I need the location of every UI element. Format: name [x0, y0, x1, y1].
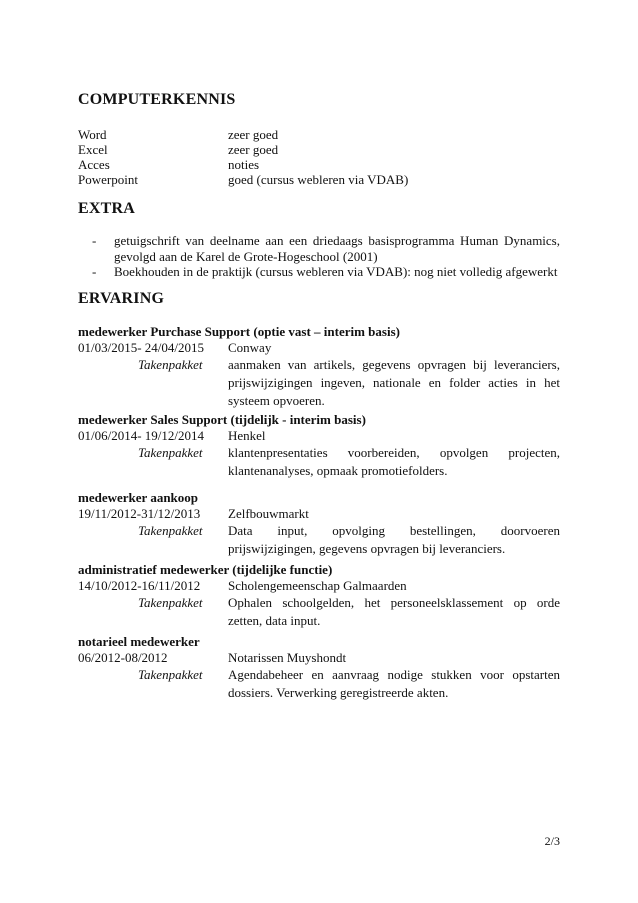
- job-meta: [78, 506, 560, 522]
- extra-item: [92, 264, 560, 280]
- job-meta: [78, 428, 560, 444]
- skill-level: zeer goed: [228, 127, 279, 142]
- task-description: Ophalen schoolgelden, het personeelsklassement op orde zetten, data input.: [228, 595, 560, 628]
- job-company: Zelfbouwmarkt: [228, 506, 309, 521]
- job-dates: 19/11/2012-31/12/2013: [78, 506, 201, 521]
- skill-row: [78, 127, 560, 142]
- section-title-extra: EXTRA: [78, 200, 136, 217]
- task-label: Takenpakket: [138, 667, 203, 682]
- skill-name: Word: [78, 127, 107, 142]
- task-description: Data input, opvolging bestellingen, doorvoeren prijswijzigingen, gegevens opvragen bij leveranciers.: [228, 523, 560, 556]
- job-dates: 01/03/2015- 24/04/2015: [78, 340, 205, 355]
- task-description: Agendabeheer en aanvraag nodige stukken voor opstarten dossiers. Verwerking geregistreerde akten.: [228, 667, 560, 700]
- extra-item: [92, 233, 560, 265]
- bullet-dash: -: [92, 264, 97, 279]
- skill-name: Powerpoint: [78, 172, 138, 187]
- extra-item-text: getuigschrift van deelname aan een driedaags basisprogramma Human Dynamics, gevolgd aan de Karel de Grote-Hogeschool (2001): [114, 233, 560, 264]
- skill-row: [78, 172, 560, 187]
- task-label: Takenpakket: [138, 357, 203, 372]
- task-label: Takenpakket: [138, 523, 203, 538]
- skill-level: zeer goed: [228, 142, 279, 157]
- job-entry: [78, 412, 560, 480]
- job-title: medewerker aankoop: [78, 490, 199, 505]
- job-entry: [78, 324, 560, 410]
- job-title: medewerker Sales Support (tijdelijk - interim basis): [78, 412, 366, 427]
- bullet-dash: -: [92, 233, 97, 248]
- job-entry: [78, 634, 560, 702]
- section-title-ervaring: ERVARING: [78, 290, 165, 307]
- job-title: administratief medewerker (tijdelijke functie): [78, 562, 333, 577]
- task-label: Takenpakket: [138, 445, 203, 460]
- job-company: Henkel: [228, 428, 266, 443]
- job-meta: [78, 578, 560, 594]
- job-title: medewerker Purchase Support (optie vast – interim basis): [78, 324, 400, 339]
- job-title: notarieel medewerker: [78, 634, 200, 649]
- job-dates: 14/10/2012-16/11/2012: [78, 578, 201, 593]
- job-company: Notarissen Muyshondt: [228, 650, 347, 665]
- job-entry: [78, 490, 560, 558]
- cv-page: [78, 0, 560, 903]
- extra-item-text: Boekhouden in de praktijk (cursus webleren via VDAB): nog niet volledig afgewerkt: [114, 264, 558, 279]
- section-title-computerkennis: COMPUTERKENNIS: [78, 91, 236, 108]
- job-meta: [78, 340, 560, 356]
- skill-row: [78, 157, 560, 172]
- job-meta: [78, 650, 560, 666]
- job-company: Scholengemeenschap Galmaarden: [228, 578, 407, 593]
- job-task: [78, 666, 560, 702]
- job-dates: 06/2012-08/2012: [78, 650, 168, 665]
- skill-level: noties: [228, 157, 260, 172]
- skill-level: goed (cursus webleren via VDAB): [228, 172, 409, 187]
- task-description: aanmaken van artikels, gegevens opvragen bij leveranciers, prijswijzigingen ingeven, nationale en folder acties in het systeem opvoeren.: [228, 357, 560, 408]
- job-task: [78, 594, 560, 630]
- job-task: [78, 444, 560, 480]
- task-label: Takenpakket: [138, 595, 203, 610]
- job-task: [78, 356, 560, 410]
- job-task: [78, 522, 560, 558]
- page-number: 2/3: [544, 834, 560, 848]
- job-entry: [78, 562, 560, 630]
- skill-name: Acces: [78, 157, 110, 172]
- skill-name: Excel: [78, 142, 108, 157]
- job-company: Conway: [228, 340, 272, 355]
- job-dates: 01/06/2014- 19/12/2014: [78, 428, 205, 443]
- task-description: klantenpresentaties voorbereiden, opvolgen projecten, klantenanalyses, opmaak promotiefolders.: [228, 445, 560, 478]
- skill-row: [78, 142, 560, 157]
